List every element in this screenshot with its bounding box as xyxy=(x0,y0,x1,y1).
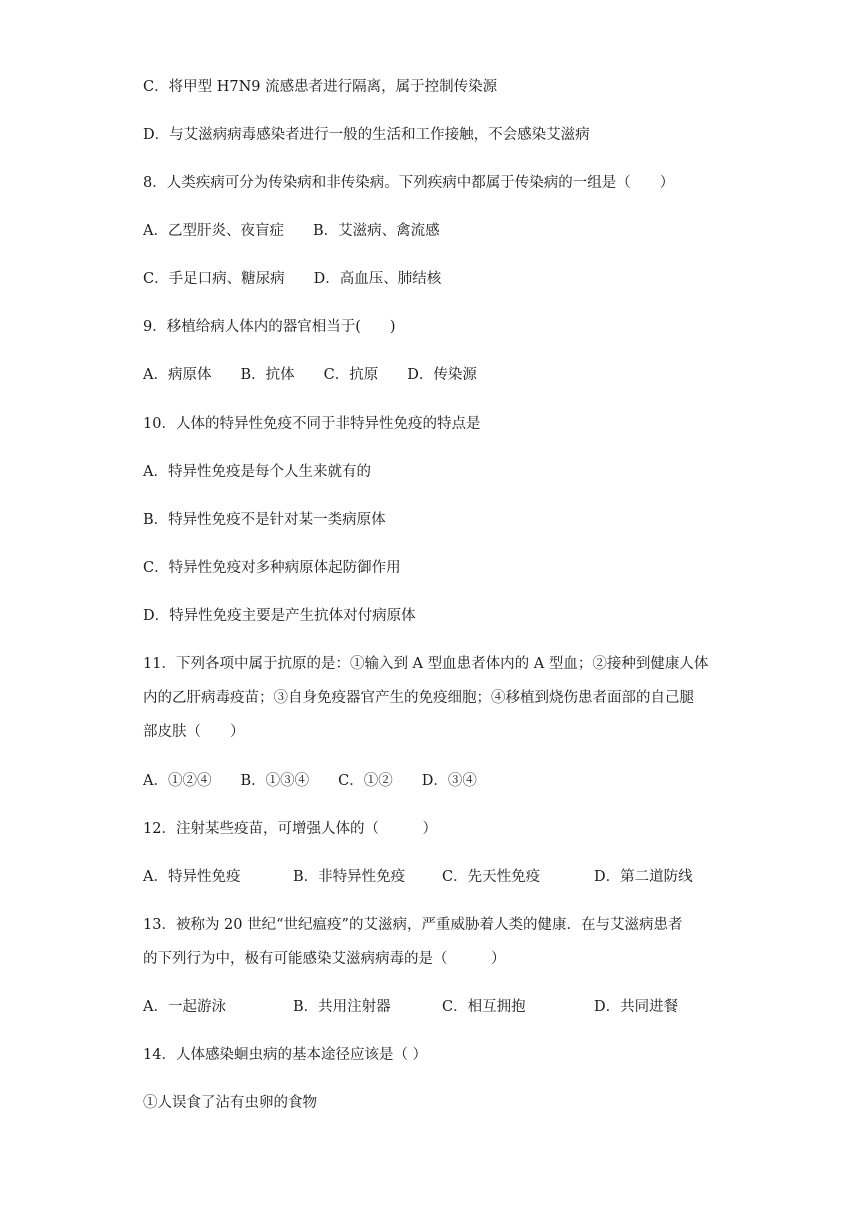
option-line: C．将甲型 H7N9 流感患者进行隔离，属于控制传染源 xyxy=(143,79,498,95)
question-10: 10．人体的特异性免疫不同于非特异性免疫的特点是 xyxy=(143,416,481,432)
question-11-cont: 部皮肤（ ） xyxy=(143,724,245,740)
question-8: 8．人类疾病可分为传染病和非传染病。下列疾病中都属于传染病的一组是（ ） xyxy=(143,175,675,191)
option-line: B．特异性免疫不是针对某一类病原体 xyxy=(143,512,386,528)
question-12: 12．注射某些疫苗，可增强人体的（ ） xyxy=(143,821,437,837)
option-a: A．一起游泳 xyxy=(143,999,226,1015)
option-line: A．乙型肝炎、夜盲症 B．艾滋病、禽流感 xyxy=(143,223,440,239)
option-line: C．手足口病、糖尿病 D．高血压、肺结核 xyxy=(143,271,442,287)
option-line: A．病原体 B．抗体 C．抗原 D．传染源 xyxy=(143,367,477,383)
question-11: 11．下列各项中属于抗原的是：①输入到 A 型血患者体内的 A 型血；②接种到健康人体 xyxy=(143,656,709,672)
option-line: D．特异性免疫主要是产生抗体对付病原体 xyxy=(143,608,416,624)
question-9: 9．移植给病人体内的器官相当于( ) xyxy=(143,319,396,335)
option-line: D．与艾滋病病毒感染者进行一般的生活和工作接触，不会感染艾滋病 xyxy=(143,127,590,143)
question-14: 14．人体感染蛔虫病的基本途径应该是（ ） xyxy=(143,1047,428,1063)
option-line: C．特异性免疫对多种病原体起防御作用 xyxy=(143,560,401,576)
option-c: C．先天性免疫 xyxy=(442,869,541,885)
question-11-cont: 内的乙肝病毒疫苗；③自身免疫器官产生的免疫细胞；④移植到烧伤患者面部的自己腿 xyxy=(143,690,694,706)
option-line: A．特异性免疫是每个人生来就有的 xyxy=(143,464,371,480)
option-b: B．非特异性免疫 xyxy=(293,869,406,885)
option-d: D．共同进餐 xyxy=(594,999,679,1015)
question-13: 13．被称为 20 世纪“世纪瘟疫”的艾滋病，严重威胁着人类的健康．在与艾滋病患者 xyxy=(143,917,683,933)
option-line: ①人误食了沾有虫卵的食物 xyxy=(143,1095,317,1111)
option-d: D．第二道防线 xyxy=(594,869,693,885)
option-c: C．相互拥抱 xyxy=(442,999,526,1015)
question-13-cont: 的下列行为中，极有可能感染艾滋病病毒的是（ ） xyxy=(143,951,506,967)
option-a: A．特异性免疫 xyxy=(143,869,241,885)
option-line: A．①②④ B．①③④ C．①② D．③④ xyxy=(143,773,477,789)
option-b: B．共用注射器 xyxy=(293,999,391,1015)
